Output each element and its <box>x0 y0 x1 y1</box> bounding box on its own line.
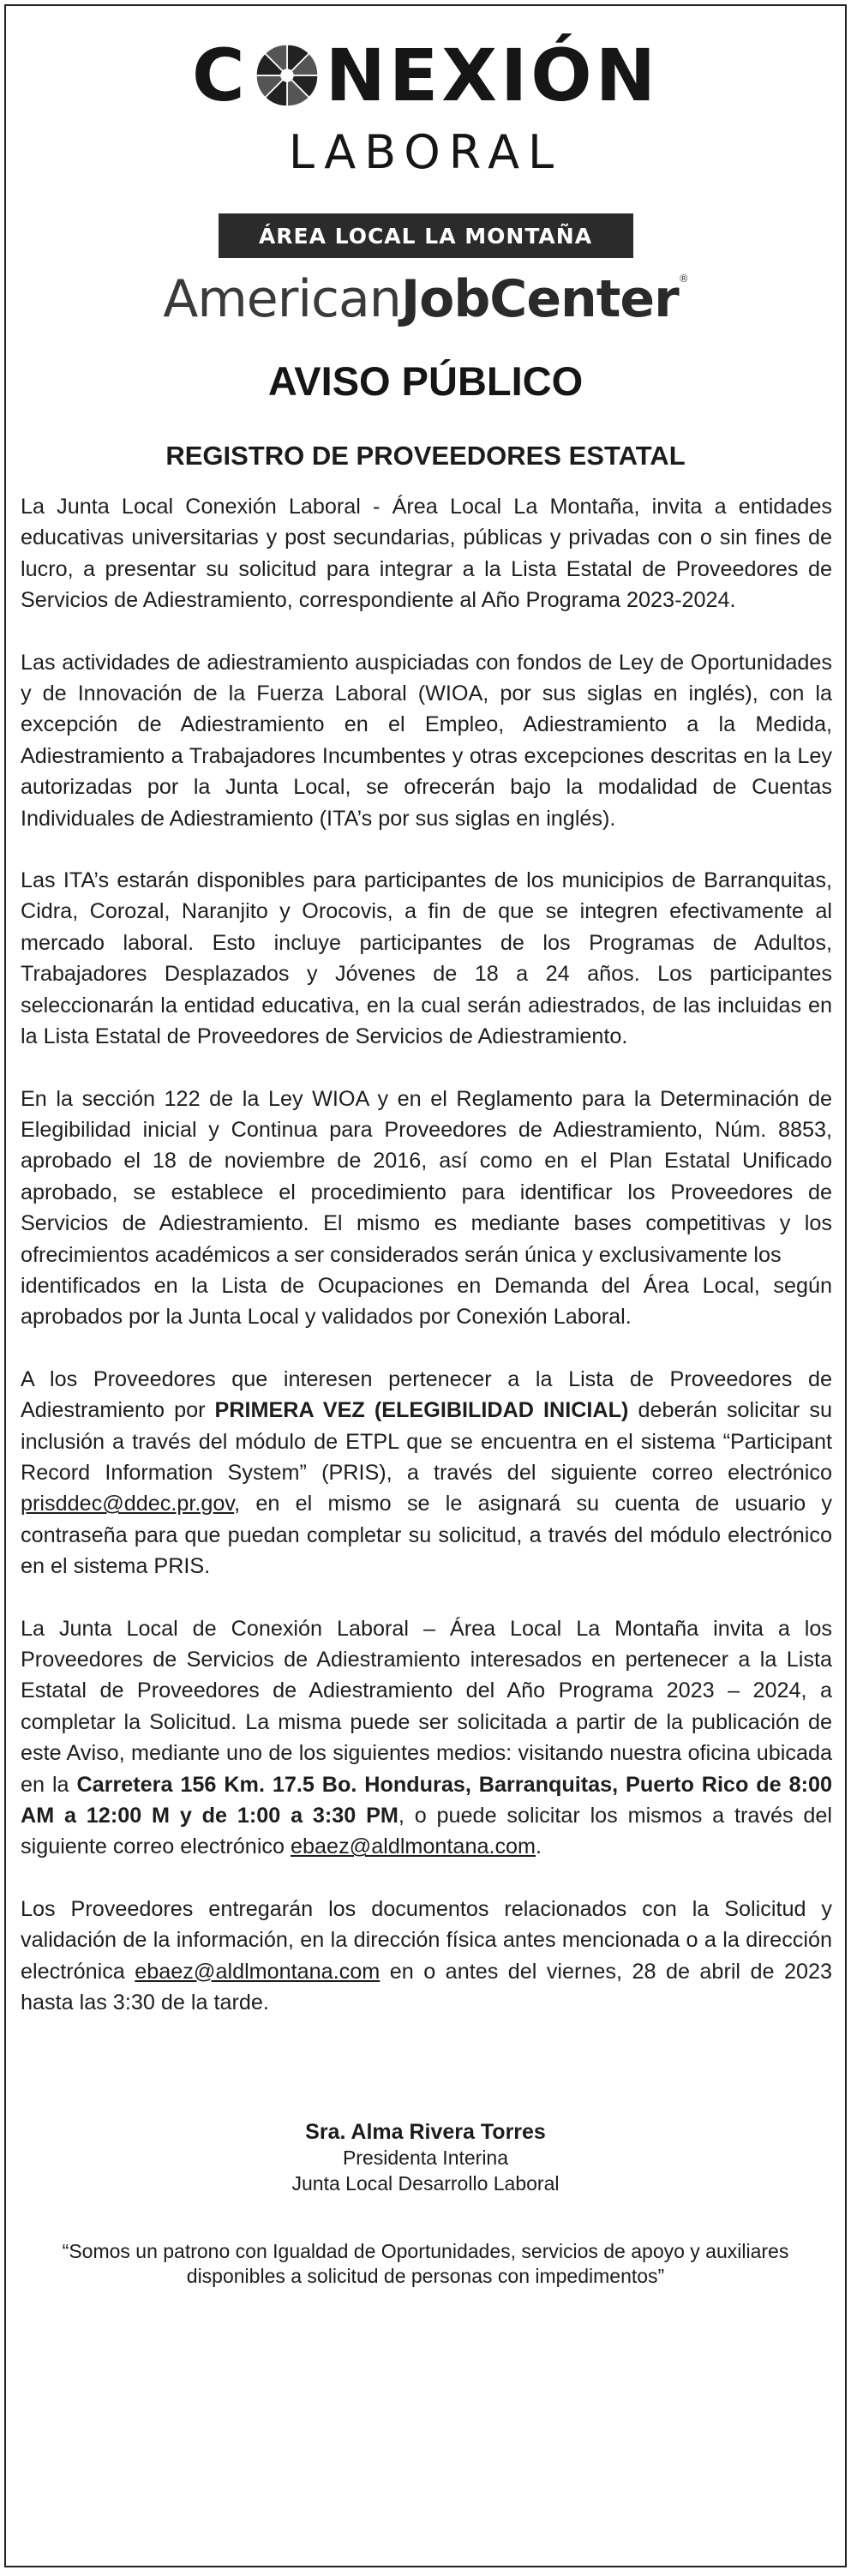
text-segment: deberán solicitar su inclusión a través del módulo de ETPL que se encuentra en el sistema “Participant Record Information System” (PRIS), a través del siguiente correo electrónico <box>21 1398 832 1485</box>
text-segment: en o antes del viernes, 28 de abril de 2023 hasta las 3:30 de la tarde. <box>21 1959 832 2015</box>
notice-subtitle: REGISTRO DE PROVEEDORES ESTATAL <box>165 441 686 471</box>
notice-body <box>6 491 845 2018</box>
pris-email-link[interactable]: prisddec@ddec.pr.gov <box>21 1492 235 1516</box>
ajc-word-jobcenter: JobCenter <box>400 269 679 329</box>
signer-role: Presidenta Interina <box>342 2147 509 2170</box>
paragraph-application-request <box>21 1613 832 1863</box>
first-time-emphasis: PRIMERA VEZ (ELEGIBILIDAD INICIAL) <box>214 1398 629 1423</box>
equal-opportunity-statement: “Somos un patrono con Igualdad de Oportunidades, servicios de apoyo y auxiliares disponibles a solicitud de personas con impedimentos” <box>62 2240 789 2288</box>
logo-letter-c: C <box>191 33 249 117</box>
paragraph-ita-availability: Las ITA’s estarán disponibles para participantes de los municipios de Barranquitas, Cidra, Corozal, Naranjito y Orocovis, a fin de que se integren efectivamente al mercado laboral. Esto incluye participantes de los Programas de Adultos, Trabajadores Desplazados y Jóvenes de 18 a 24 años. Los participantes seleccionarán la entidad educativa, en la cual serán adiestrados, de las incluidas en la Lista Estatal de Proveedores de Servicios de Adiestramiento. <box>21 868 832 1049</box>
paragraph-wioa-activities: Las actividades de adiestramiento auspiciadas con fondos de Ley de Oportunidades y de Innovación de la Fuerza Laboral (WIOA, por sus siglas en inglés), con la excepción de Adiestramiento en el Empleo, Adiestramiento a la Medida, Adiestramiento a Trabajadores Incumbentes y otras excepciones descritas en la Ley autorizadas por la Junta Local, se ofrecerán bajo la modalidad de Cuentas Individuales de Adiestramiento (ITA’s por sus siglas en inglés). <box>21 650 832 831</box>
text-segment: Los Proveedores entregarán los documentos relacionados con la Solicitud y validación de la información, en la dirección física antes mencionada o a la dirección electrónica <box>21 1896 832 1984</box>
signer-organization: Junta Local Desarrollo Laboral <box>291 2172 560 2195</box>
public-notice-page <box>4 4 847 2567</box>
paragraph-first-time-providers <box>21 1364 832 1582</box>
paragraph-regulation-part2: identificados en la Lista de Ocupaciones en Demanda del Área Local, según aprobados por la Junta Local y validados por Conexión Laboral. <box>21 1273 832 1330</box>
pinwheel-icon <box>250 39 324 112</box>
ajc-word-american: American <box>163 269 401 329</box>
conexion-laboral-logo <box>6 6 845 179</box>
registered-mark: ® <box>678 273 688 285</box>
office-address-hours: Carretera 156 Km. 17.5 Bo. Honduras, Barranquitas, Puerto Rico de 8:00 AM a 12:00 M y de 1:00 a 3:30 PM <box>21 1772 832 1828</box>
notice-title: AVISO PÚBLICO <box>267 358 584 404</box>
text-segment: A los Proveedores que interesen pertenecer a la Lista de Proveedores de Adiestramiento por <box>21 1366 832 1423</box>
text-segment: . <box>536 1834 542 1859</box>
text-segment: La Junta Local de Conexión Laboral – Área Local La Montaña invita a los Proveedores de Servicios de Adiestramiento interesados en pertenecer a la Lista Estatal de Proveedores de Adiestramiento del Año Programa 2023 – 2024, a completar la Solicitud. La misma puede ser solicitada a partir de la publicación de este Aviso, mediante uno de los siguientes medios: visitando nuestra oficina ubicada en la <box>21 1616 832 1797</box>
paragraph-regulation-part1: En la sección 122 de la Ley WIOA y en el Reglamento para la Determinación de Elegibilidad inicial y Continua para Proveedores de Adiestramiento, Núm. 8853, aprobado el 18 de noviembre de 2016, así como en el Plan Estatal Unificado aprobado, se establece el procedimiento para identificar los Proveedores de Servicios de Adiestramiento. El mismo es mediante bases competitivas y los ofrecimientos académicos a ser considerados serán única y exclusivamente los <box>21 1086 832 1267</box>
signature-block <box>6 2119 845 2196</box>
paragraph-submission-deadline <box>21 1894 832 2019</box>
signer-name: Sra. Alma Rivera Torres <box>305 2120 546 2145</box>
submission-email-link[interactable]: ebaez@aldlmontana.com <box>135 1959 381 1984</box>
contact-email-link[interactable]: ebaez@aldlmontana.com <box>291 1834 536 1859</box>
text-segment: , en el mismo se le asignará su cuenta de usuario y contraseña para que puedan completar su solicitud, a través del módulo electrónico en el sistema PRIS. <box>21 1492 832 1579</box>
paragraph-invitation: La Junta Local Conexión Laboral - Área Local La Montaña, invita a entidades educativas universitarias y post secundarias, públicas y privadas con o sin fines de lucro, a presentar su solicitud para integrar a la Lista Estatal de Proveedores de Servicios de Adiestramiento, correspondiente al Año Programa 2023-2024. <box>21 495 832 613</box>
logo-wordmark <box>191 33 660 117</box>
american-job-center-logo <box>6 269 845 329</box>
logo-subtitle: LABORAL <box>288 125 563 179</box>
area-banner: ÁREA LOCAL LA MONTAÑA <box>219 213 633 258</box>
logo-letters-nexion: NEXIÓN <box>325 33 660 117</box>
paragraph-regulation <box>21 1084 832 1333</box>
text-segment: , o puede solicitar los mismos a través del siguiente correo electrónico <box>21 1804 832 1859</box>
